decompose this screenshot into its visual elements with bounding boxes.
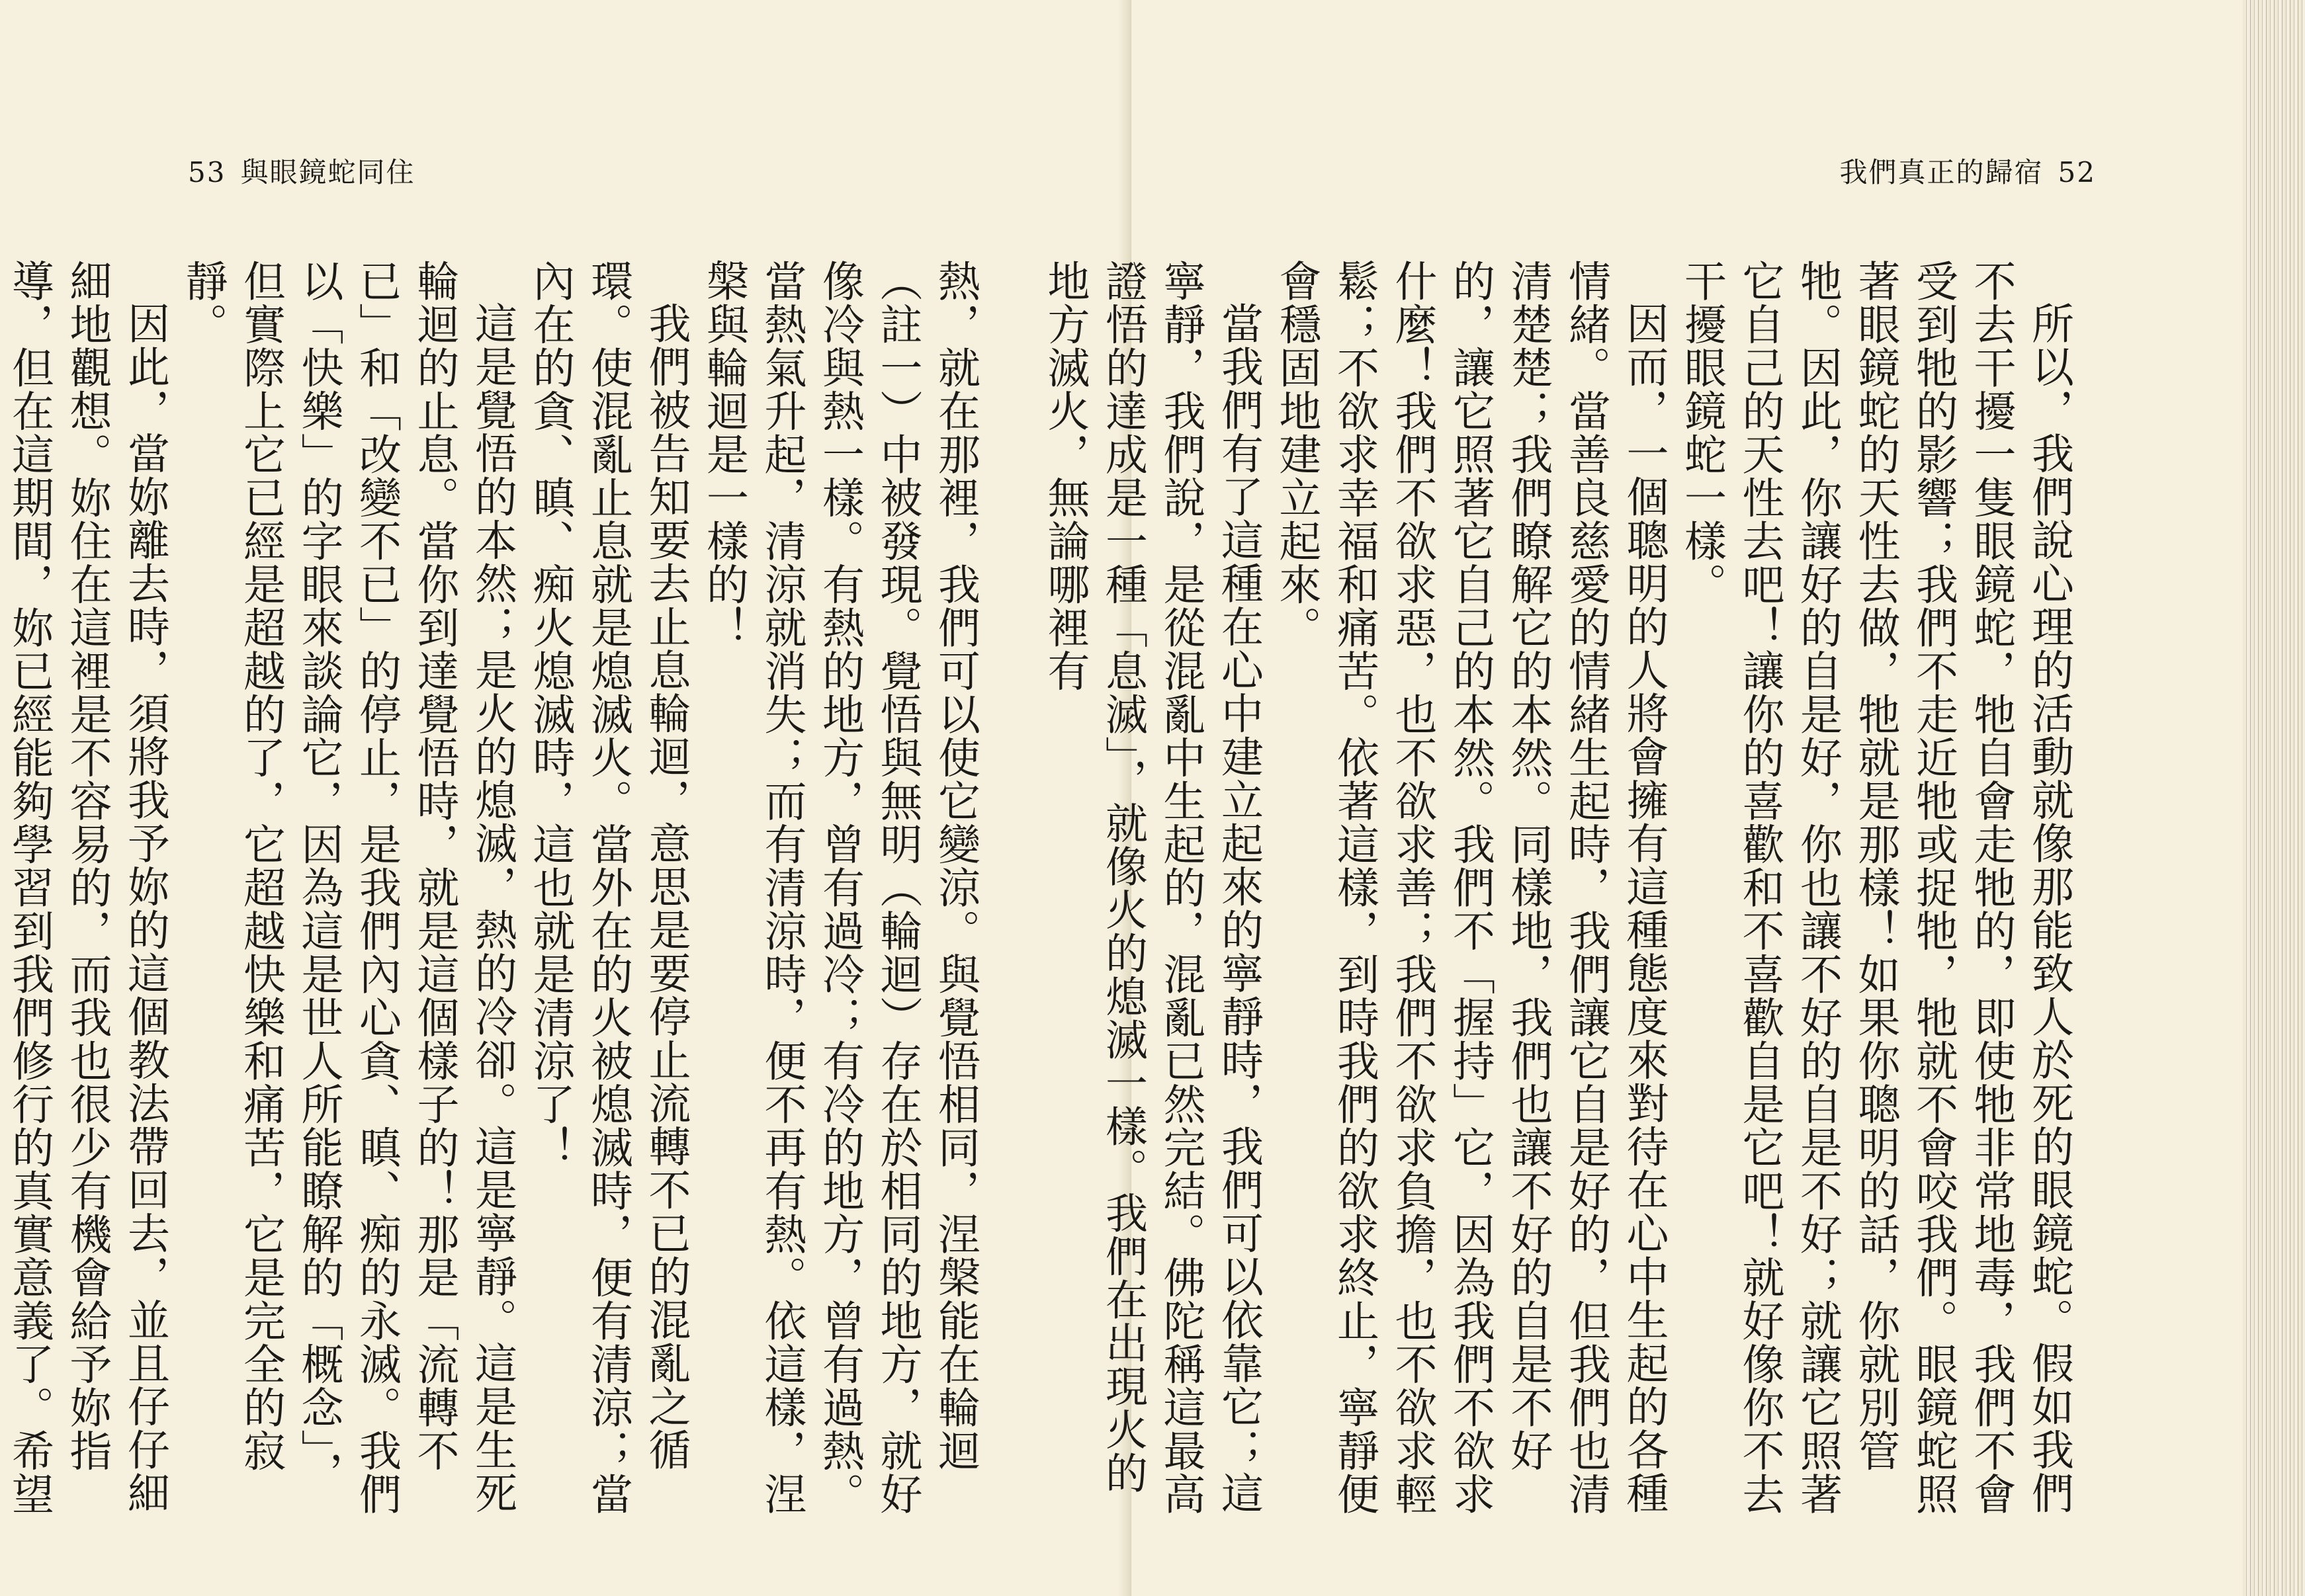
right-paragraph-1: 所以，我們說心理的活動就像那能致人於死的眼鏡蛇。假如我們不去干擾一隻眼鏡蛇，牠自會走牠的，即使牠非常地毒，我們不會受到牠的影響；我們不走近牠或捉牠，牠就不會咬我們。眼鏡蛇照著眼鏡蛇的天性去做，牠就是那樣！如果你聰明的話，你就別管牠。因此，你讓好的自是好，你也讓不好的自是不好；就讓它照著它自己的天性去吧！讓你的喜歡和不喜歡自是它吧！就好像你不去干擾眼鏡蛇一樣。 xyxy=(1677,259,2073,1516)
right-page-header xyxy=(1840,151,2110,190)
right-page-number: 52 xyxy=(2058,156,2096,189)
page-edges xyxy=(2243,0,2305,1596)
left-paragraph-4: 因此，當妳離去時，須將我予妳的這個教法帶回去，並且仔仔細細地觀想。妳住在這裡是不容易的，而我也很少有機會給予妳指導，但在這期間，妳已經能夠學習到我們修行的真實意義了。希望 xyxy=(5,259,169,1516)
right-page xyxy=(1040,0,2243,1596)
left-page xyxy=(0,0,1131,1596)
left-paragraph-2: 我們被告知要去止息輪迴，意思是要停止流轉不已的混亂之循環。使混亂止息就是熄滅火。當外在的火被熄滅時，便有清涼；當內在的貪、瞋、痴火熄滅時，這也就是清涼了！ xyxy=(525,259,691,1516)
right-paragraph-2: 因而，一個聰明的人將會擁有這種態度來對待在心中生起的各種情緒。當善良慈愛的情緒生起時，我們讓它自是好的，但我們也清清楚楚；我們瞭解它的本然。同樣地，我們也讓不好的自是不好的，讓它照著它自己的本然。我們不「握持」它，因為我們不欲求什麼！我們不欲求惡，也不欲求善；我們不欲求負擔，也不欲求輕鬆；不欲求幸福和痛苦。依著這樣，到時我們的欲求終止，寧靜便會穩固地建立起來。 xyxy=(1272,259,1669,1516)
right-page-body xyxy=(1040,259,2077,1523)
left-paragraph-3: 這是覺悟的本然；是火的熄滅，熱的冷卻。這是寧靜。這是生死輪迴的止息。當你到達覺悟時，就是這個樣子的！那是「流轉不已」和「改變不已」的停止，是我們內心貪、瞋、痴的永滅。我們以「快樂」的字眼來談論它，因為這是世人所能瞭解的「概念」，但實際上它已經是超越的了，它超越快樂和痛苦，它是完全的寂靜。 xyxy=(178,259,517,1516)
right-paragraph-3: 當我們有了這種在心中建立起來的寧靜時，我們可以依靠它；這寧靜，我們說，是從混亂中生起的，混亂已然完結。佛陀稱這最高證悟的達成是一種「息滅」，就像火的熄滅一樣。我們在出現火的地方滅火，無論哪裡有 xyxy=(1040,259,1263,1516)
left-page-header xyxy=(173,151,415,190)
left-page-body xyxy=(5,259,984,1523)
left-page-number: 53 xyxy=(188,156,226,189)
left-paragraph-1: 熱，就在那裡，我們可以使它變涼。與覺悟相同，涅槃能在輪迴（註一）中被發現。覺悟與無明（輪迴）存在於相同的地方，就好像冷與熱一樣。有熱的地方，曾有過冷；有冷的地方，曾有過熱。當熱氣升起，清涼就消失；而有清涼時，便不再有熱。依這樣，涅槃與輪迴是一樣的！ xyxy=(699,259,980,1516)
left-running-title: 與眼鏡蛇同住 xyxy=(240,156,415,189)
right-running-title: 我們真正的歸宿 xyxy=(1839,156,2044,189)
